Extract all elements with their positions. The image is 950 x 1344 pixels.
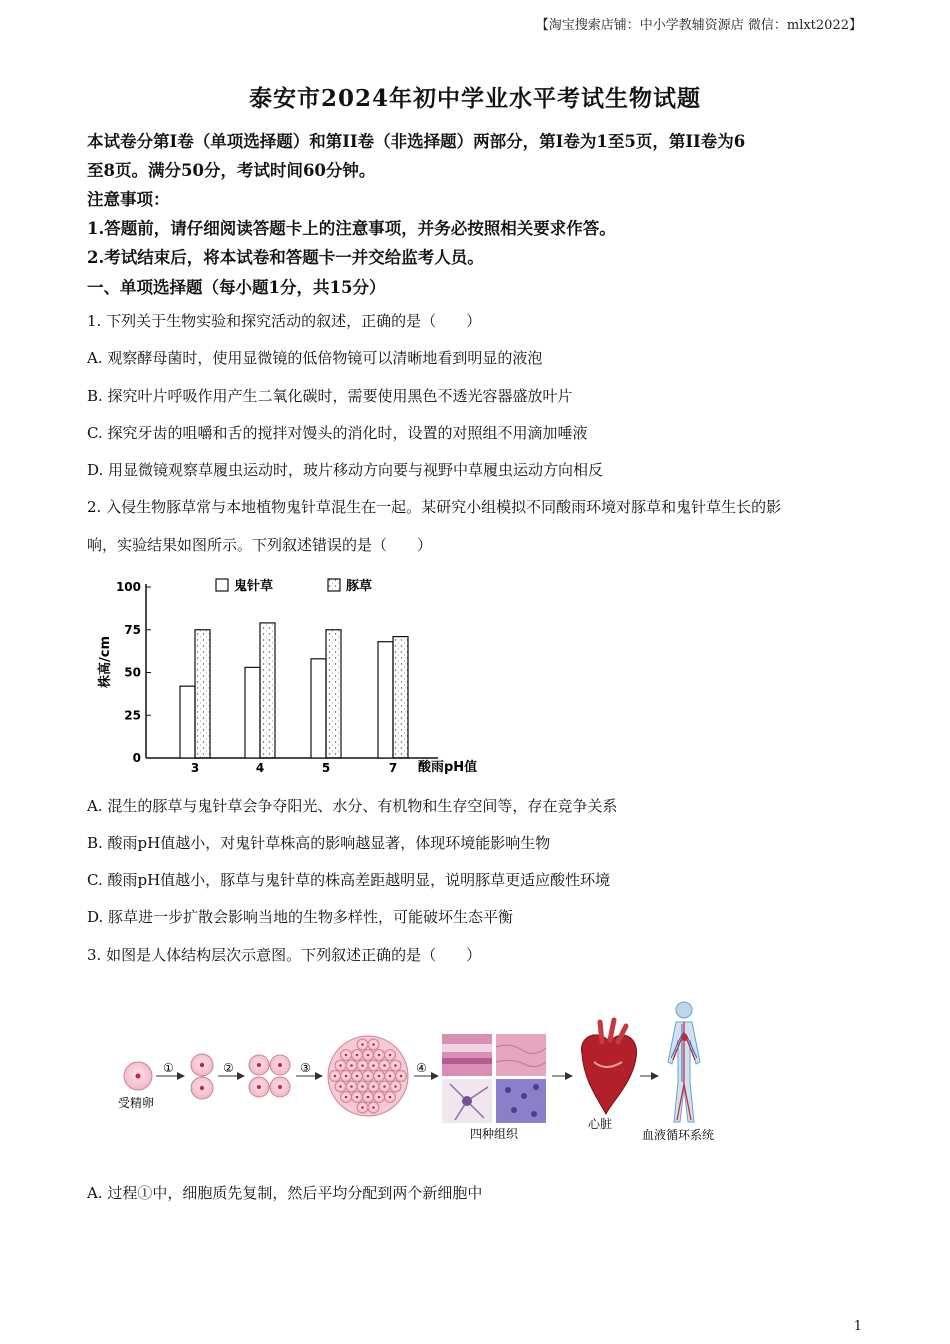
x-ticks (191, 761, 397, 775)
cell-nucleus (372, 1043, 375, 1046)
y-tick-label: 100 (115, 580, 141, 594)
bar-tuncao-ph-7 (393, 637, 408, 758)
page-title: 泰安市2024年初中学业水平考试生物试题 (248, 85, 701, 112)
cell-nucleus (372, 1085, 375, 1088)
heart-label: 心脏 (588, 1117, 613, 1131)
notes-title: 注意事项： (87, 190, 170, 209)
step-1-label: ① (163, 1061, 174, 1075)
q2-option-d: D. 豚草进一步扩散会影响当地的生物多样性，可能破坏生态平衡 (87, 908, 514, 926)
bar-guizhencao-ph-3 (180, 686, 195, 758)
cell-mass (328, 1036, 408, 1116)
cell-nucleus (361, 1106, 364, 1109)
cell-nucleus (345, 1054, 348, 1057)
zygote-label: 受精卵 (118, 1096, 155, 1110)
cell-nucleus (372, 1064, 375, 1067)
page-number: 1 (853, 1319, 862, 1334)
cell-nucleus (383, 1085, 386, 1088)
legend-label-tuncao: 豚草 (346, 579, 373, 594)
tissues-label: 四种组织 (470, 1127, 519, 1141)
bar-guizhencao-ph-4 (245, 667, 260, 758)
human-figure-image (668, 1002, 700, 1122)
cell-nucleus (334, 1075, 337, 1078)
q1-option-d: D. 用显微镜观察草履虫运动时，玻片移动方向要与视野中草履虫运动方向相反 (87, 461, 604, 479)
legend-swatch-guizhencao (216, 579, 228, 591)
bar-tuncao-ph-5 (326, 630, 341, 758)
cell-nucleus (367, 1054, 370, 1057)
cell-nucleus (361, 1043, 364, 1046)
cell-nucleus (389, 1075, 392, 1078)
body-structure-diagram (110, 992, 730, 1152)
note-1: 1.答题前，请仔细阅读答题卡上的注意事项，并务必按照相关要求作答。 (87, 219, 616, 238)
q2-option-c: C. 酸雨pH值越小，豚草与鬼针草的株高差距越明显，说明豚草更适应酸性环境 (87, 871, 611, 889)
cell-nucleus (356, 1075, 359, 1078)
note-2: 2.考试结束后，将本试卷和答题卡一并交给监考人员。 (87, 248, 484, 267)
cell-nucleus (389, 1096, 392, 1099)
q2-stem-2: 响，实验结果如图所示。下列叙述错误的是（ ） (87, 536, 433, 554)
y-tick-label: 50 (124, 665, 141, 680)
y-tick-label: 25 (124, 708, 141, 723)
zygote-cell (124, 1062, 152, 1090)
q1-option-c: C. 探究牙齿的咀嚼和舌的搅拌对馒头的消化时，设置的对照组不用滴加唾液 (87, 424, 588, 442)
q3-stem: 3. 如图是人体结构层次示意图。下列叙述正确的是（ ） (87, 946, 482, 964)
cell-nucleus (345, 1096, 348, 1099)
circulatory-system-label: 血液循环系统 (642, 1128, 715, 1142)
cell-nucleus (394, 1064, 397, 1067)
legend-swatch-tuncao (328, 579, 340, 591)
cell-nucleus (378, 1096, 381, 1099)
step-2-label: ② (223, 1061, 234, 1075)
cell-nucleus (383, 1064, 386, 1067)
bars (180, 623, 408, 758)
q3-option-a: A. 过程①中，细胞质先复制，然后平均分配到两个新细胞中 (87, 1184, 483, 1202)
four-cells (249, 1055, 290, 1097)
x-tick-label: 3 (190, 761, 200, 775)
y-tick-label: 75 (124, 622, 141, 637)
q1-stem: 1. 下列关于生物实验和探究活动的叙述，正确的是（ ） (87, 312, 482, 330)
bar-tuncao-ph-4 (260, 623, 275, 758)
x-axis-label: 酸雨pH值 (418, 760, 478, 775)
cell-nucleus (339, 1064, 342, 1067)
step-3-label: ③ (300, 1061, 311, 1075)
x-tick-label: 7 (388, 761, 398, 775)
cell-nucleus (356, 1054, 359, 1057)
cell-nucleus (378, 1054, 381, 1057)
cell-nucleus (361, 1064, 364, 1067)
cell-nucleus (339, 1085, 342, 1088)
y-axis-label: 株高/cm (98, 635, 113, 689)
q1-option-b: B. 探究叶片呼吸作用产生二氧化碳时，需要使用黑色不透光容器盛放叶片 (87, 387, 573, 405)
plant-height-chart (88, 572, 498, 787)
cell-nucleus (372, 1106, 375, 1109)
bar-guizhencao-ph-7 (378, 642, 393, 758)
bar-guizhencao-ph-5 (311, 659, 326, 758)
x-tick-label: 5 (321, 761, 331, 775)
shop-watermark: 【淘宝搜索店铺：中小学教辅资源店 微信：mlxt2022】 (535, 18, 862, 33)
cell-nucleus (361, 1085, 364, 1088)
y-tick-label: 0 (132, 751, 141, 765)
cell-nucleus (367, 1075, 370, 1078)
cell-nucleus (350, 1064, 353, 1067)
intro-line-2: 至8页。满分50分，考试时间60分钟。 (87, 161, 376, 180)
tissue-images (442, 1034, 546, 1123)
intro-line-1: 本试卷分第I卷（单项选择题）和第II卷（非选择题）两部分，第I卷为1至5页，第II卷为6 (87, 132, 746, 151)
bar-tuncao-ph-3 (195, 630, 210, 758)
q2-stem-1: 2. 入侵生物豚草常与本地植物鬼针草混生在一起。某研究小组模拟不同酸雨环境对豚草和鬼针草生长的影 (87, 498, 782, 516)
heart-image (581, 1020, 636, 1114)
cell-nucleus (356, 1096, 359, 1099)
q2-option-a: A. 混生的豚草与鬼针草会争夺阳光、水分、有机物和生存空间等，存在竞争关系 (87, 797, 618, 815)
cell-nucleus (345, 1075, 348, 1078)
cell-nucleus (389, 1054, 392, 1057)
legend-label-guizhencao: 鬼针草 (234, 579, 274, 594)
section-title: 一、单项选择题（每小题1分，共15分） (87, 278, 386, 297)
q2-option-b: B. 酸雨pH值越小，对鬼针草株高的影响越显著，体现环境能影响生物 (87, 834, 551, 852)
cell-nucleus (350, 1085, 353, 1088)
q1-option-a: A. 观察酵母菌时，使用显微镜的低倍物镜可以清晰地看到明显的液泡 (87, 349, 543, 367)
cell-nucleus (378, 1075, 381, 1078)
step-4-label: ④ (416, 1061, 427, 1075)
x-tick-label: 4 (255, 761, 265, 775)
cell-nucleus (400, 1075, 403, 1078)
cell-nucleus (394, 1085, 397, 1088)
two-cells (191, 1054, 213, 1099)
cell-nucleus (367, 1096, 370, 1099)
